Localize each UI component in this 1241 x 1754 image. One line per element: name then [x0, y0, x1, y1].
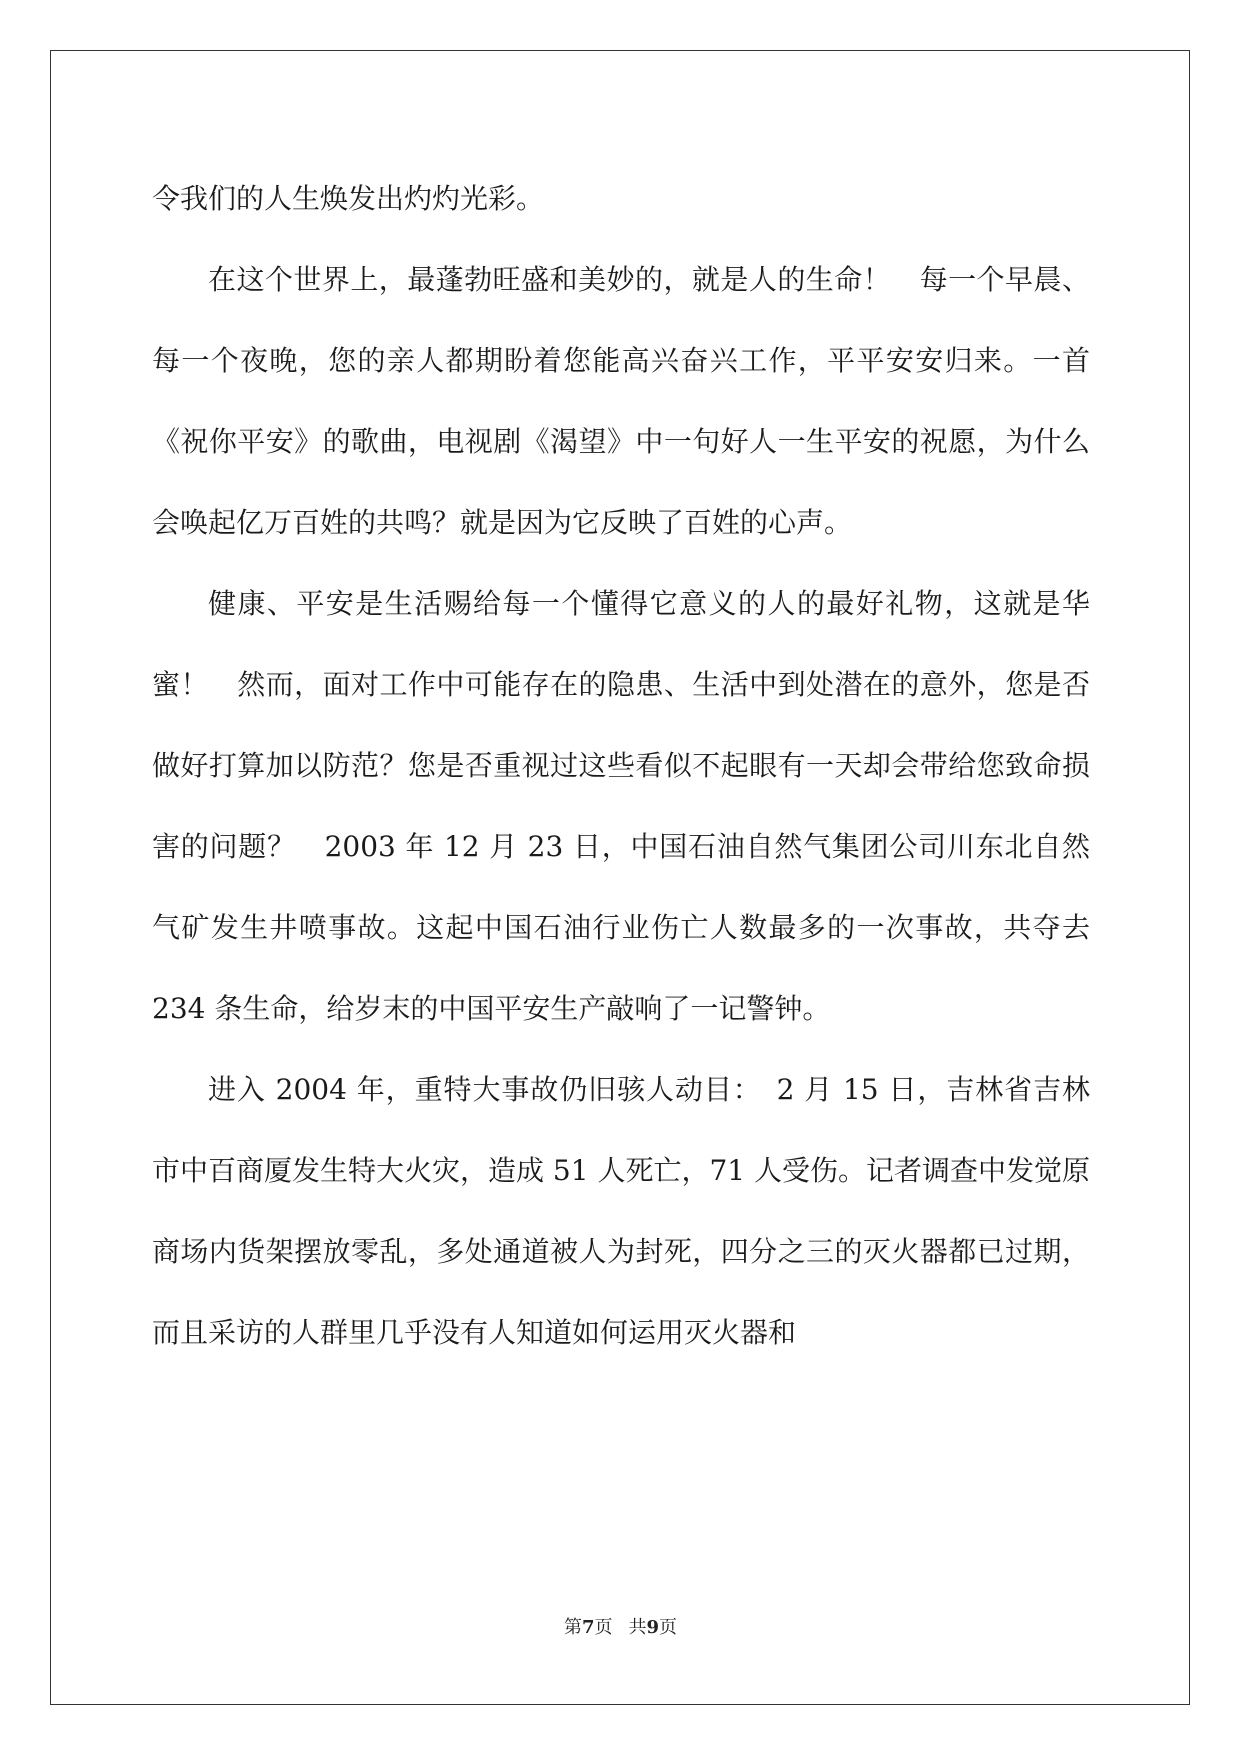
total-suffix: 页 — [659, 1617, 678, 1638]
page-footer — [0, 1616, 1241, 1640]
page-prefix: 第 — [563, 1617, 582, 1638]
total-prefix: 共 — [628, 1617, 647, 1638]
paragraph-2: 在这个世界上，最蓬勃旺盛和美妙的，就是人的生命！ 每一个早晨、每一个夜晚，您的亲人都期盼着您能高兴奋兴工作，平平安安归来。一首《祝你平安》的歌曲，电视剧《渴望》中一句好人一生平安的祝愿，为什么会唤起亿万百姓的共鸣？就是因为它反映了百姓的心声。 — [152, 263, 1090, 539]
paragraph-1: 令我们的人生焕发出灼灼光彩。 — [152, 182, 545, 215]
paragraph-3: 健康、平安是生活赐给每一个懂得它意义的人的最好礼物，这就是华蜜！ 然而，面对工作中可能存在的隐患、生活中到处潜在的意外，您是否做好打算加以防范？您是否重视过这些看似不起眼有一天却会带给您致命损害的问题？ 2003 年 12 月 23 日，中国石油自然气集团公司川东北自然气矿发生井喷事故。这起中国石油行业伤亡人数最多的一次事故，共夺去 234 条生命，给岁末的中国平安生产敲响了一记警钟。 — [152, 587, 1090, 1025]
total-page-number: 9 — [646, 1617, 660, 1638]
current-page-number: 7 — [581, 1617, 595, 1638]
paragraph-4: 进入 2004 年，重特大事故仍旧骇人动目： 2 月 15 日，吉林省吉林市中百商厦发生特大火灾，造成 51 人死亡，71 人受伤。记者调查中发觉原商场内货架摆放零乱，多处通道被人为封死，四分之三的灭火器都已过期，而且采访的人群里几乎没有人知道如何运用灭火器和 — [152, 1073, 1090, 1349]
page-suffix: 页 — [594, 1617, 613, 1638]
document-body — [152, 158, 1090, 1373]
